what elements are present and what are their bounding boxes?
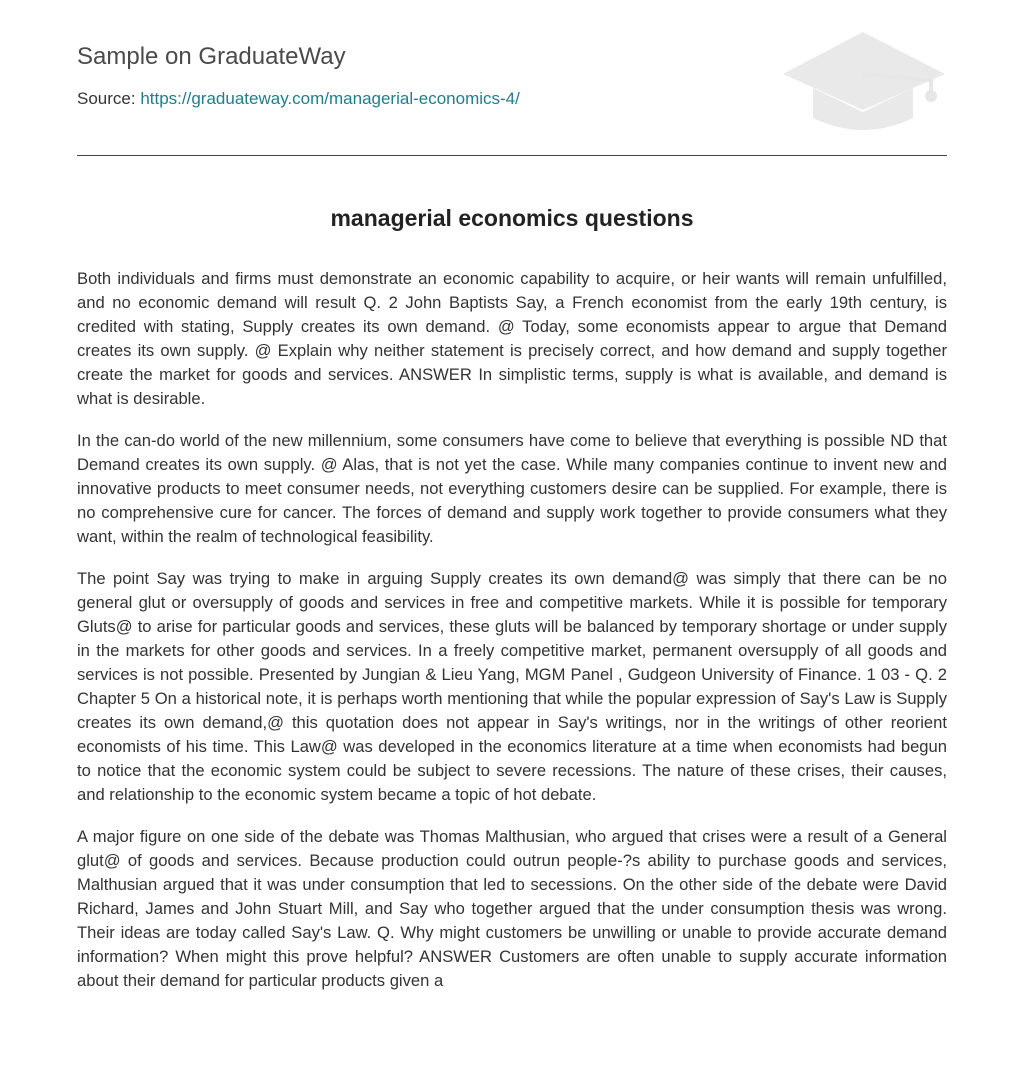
header-divider (77, 155, 947, 156)
document-title: managerial economics questions (330, 205, 694, 231)
source-line (77, 89, 520, 109)
body-paragraph: In the can-do world of the new millennium, some consumers have come to believe that everything is possible ND that Demand creates its own supply. @ Alas, that is not yet the case. While many companies continue to invent new and innovative products to meet consumer needs, not everything customers desire can be supplied. For example, there is no comprehensive cure for cancer. The forces of demand and supply work together to provide consumers what they want, within the realm of technological feasibility. (77, 431, 947, 546)
body-paragraph: Both individuals and firms must demonstrate an economic capability to acquire, or heir wants will remain unfulfilled, and no economic demand will result Q. 2 John Baptists Say, a French economist from the early 19th century, is credited with stating, Supply creates its own demand. @ Today, some economists appear to argue that Demand creates its own supply. @ Explain why neither statement is precisely correct, and how demand and supply together create the market for goods and services. ANSWER In simplistic terms, supply is what is available, and demand is what is desirable. (77, 269, 947, 408)
source-link[interactable]: https://graduateway.com/managerial-economics-4/ (140, 89, 520, 108)
document-body (77, 267, 947, 1011)
source-label: Source: (77, 89, 136, 108)
body-paragraph: A major figure on one side of the debate was Thomas Malthusian, who argued that crises were a result of a General glut@ of goods and services. Because production could outrun people-?s ability to purchase goods and services, Malthusian argued that it was under consumption that led to secessions. On the other side of the debate were David Richard, James and John Stuart Mill, and Say who together argued that the under consumption thesis was wrong. Their ideas are today called Say's Law. Q. Why might customers be unwilling or unable to provide accurate demand information? When might this prove helpful? ANSWER Customers are often unable to supply accurate information about their demand for particular products given a (77, 827, 947, 990)
graduation-cap-icon (779, 30, 947, 134)
body-paragraph: The point Say was trying to make in arguing Supply creates its own demand@ was simply that there can be no general glut or oversupply of goods and services in free and competitive markets. While it is possible for temporary Gluts@ to arise for particular goods and services, these gluts will be balanced by temporary shortage or under supply in the markets for other goods and services. In a freely competitive market, permanent oversupply of all goods and services is not possible. Presented by Jungian & Lieu Yang, MGM Panel , Gudgeon University of Finance. 1 03 - Q. 2 Chapter 5 On a historical note, it is perhaps worth mentioning that while the popular expression of Say's Law is Supply creates its own demand,@ this quotation does not appear in Say's writings, nor in the writings of other reorient economists of his time. This Law@ was developed in the economics literature at a time when economists had begun to notice that the economic system could be subject to severe recessions. The nature of these crises, their causes, and relationship to the economic system became a topic of hot debate. (77, 569, 947, 804)
page-header (77, 0, 947, 156)
site-title: Sample on GraduateWay (77, 43, 346, 70)
